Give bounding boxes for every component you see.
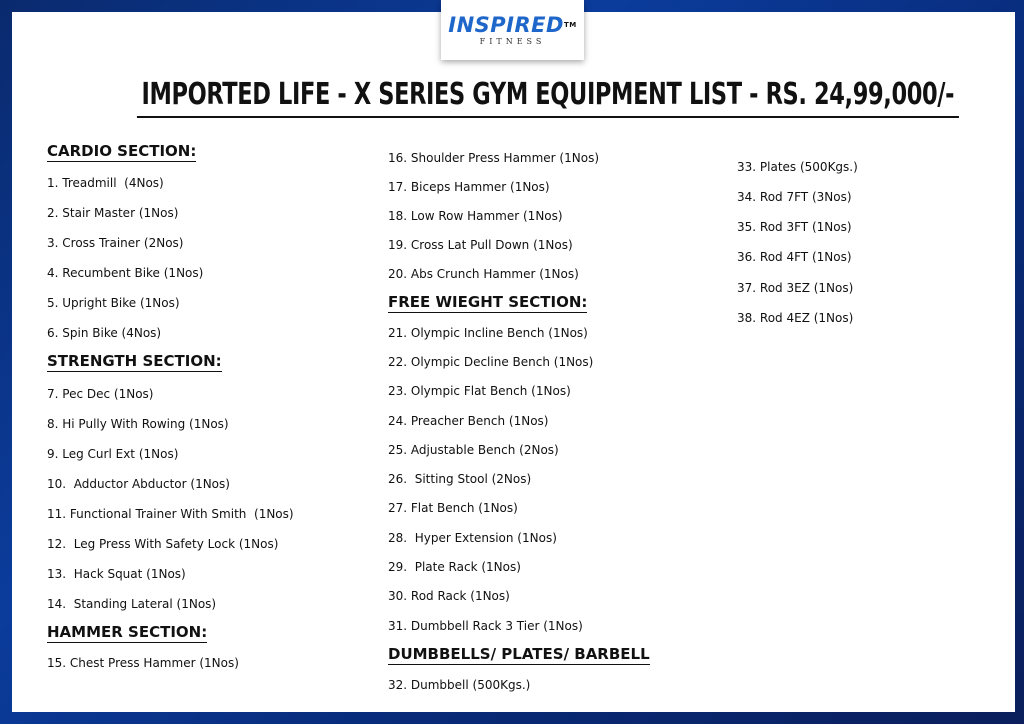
list-item: 22. Olympic Decline Bench (1Nos) xyxy=(388,355,594,369)
list-item: 24. Preacher Bench (1Nos) xyxy=(388,414,549,428)
trademark-mark: TM xyxy=(563,21,577,29)
list-item: 20. Abs Crunch Hammer (1Nos) xyxy=(388,267,579,281)
list-item: 38. Rod 4EZ (1Nos) xyxy=(737,311,854,325)
hammer-section-heading: HAMMER SECTION: xyxy=(47,623,208,641)
list-item: 33. Plates (500Kgs.) xyxy=(737,160,858,174)
strength-section-heading: STRENGTH SECTION: xyxy=(47,352,222,370)
list-item: 17. Biceps Hammer (1Nos) xyxy=(388,180,550,194)
list-item: 21. Olympic Incline Bench (1Nos) xyxy=(388,326,588,340)
list-item: 16. Shoulder Press Hammer (1Nos) xyxy=(388,151,600,165)
brand-name: INSPIRED xyxy=(448,13,564,37)
cardio-section-heading: CARDIO SECTION: xyxy=(47,142,197,160)
list-item: 11. Functional Trainer With Smith (1Nos) xyxy=(47,507,294,521)
list-item: 31. Dumbbell Rack 3 Tier (1Nos) xyxy=(388,619,583,633)
list-item: 37. Rod 3EZ (1Nos) xyxy=(737,281,854,295)
list-item: 13. Hack Squat (1Nos) xyxy=(47,567,186,581)
brand-tagline: FITNESS xyxy=(479,37,546,46)
list-item: 14. Standing Lateral (1Nos) xyxy=(47,597,217,611)
list-item: 6. Spin Bike (4Nos) xyxy=(47,326,162,340)
list-item: 35. Rod 3FT (1Nos) xyxy=(737,220,852,234)
list-item: 5. Upright Bike (1Nos) xyxy=(47,296,180,310)
list-item: 26. Sitting Stool (2Nos) xyxy=(388,472,532,486)
list-item: 28. Hyper Extension (1Nos) xyxy=(388,531,557,545)
list-item: 2. Stair Master (1Nos) xyxy=(47,206,179,220)
list-item: 18. Low Row Hammer (1Nos) xyxy=(388,209,563,223)
brand-logo xyxy=(441,0,584,60)
dumbbells-section-heading: DUMBBELLS/ PLATES/ BARBELL xyxy=(388,645,650,663)
page-title: IMPORTED LIFE - X SERIES GYM EQUIPMENT LIST - RS. 24,99,000/- xyxy=(137,77,959,118)
list-item: 7. Pec Dec (1Nos) xyxy=(47,387,154,401)
list-item: 29. Plate Rack (1Nos) xyxy=(388,560,521,574)
list-item: 15. Chest Press Hammer (1Nos) xyxy=(47,656,239,670)
page-title-wrapper xyxy=(0,74,1024,118)
list-item: 34. Rod 7FT (3Nos) xyxy=(737,190,852,204)
list-item: 19. Cross Lat Pull Down (1Nos) xyxy=(388,238,573,252)
free-weight-section-heading: FREE WIEGHT SECTION: xyxy=(388,293,588,311)
list-item: 1. Treadmill (4Nos) xyxy=(47,176,164,190)
list-item: 25. Adjustable Bench (2Nos) xyxy=(388,443,559,457)
list-item: 8. Hi Pully With Rowing (1Nos) xyxy=(47,417,229,431)
list-item: 3. Cross Trainer (2Nos) xyxy=(47,236,184,250)
list-item: 9. Leg Curl Ext (1Nos) xyxy=(47,447,179,461)
list-item: 4. Recumbent Bike (1Nos) xyxy=(47,266,204,280)
list-item: 10. Adductor Abductor (1Nos) xyxy=(47,477,230,491)
list-item: 32. Dumbbell (500Kgs.) xyxy=(388,678,531,692)
list-item: 36. Rod 4FT (1Nos) xyxy=(737,250,852,264)
list-item: 30. Rod Rack (1Nos) xyxy=(388,589,510,603)
list-item: 27. Flat Bench (1Nos) xyxy=(388,501,518,515)
list-item: 23. Olympic Flat Bench (1Nos) xyxy=(388,384,571,398)
list-item: 12. Leg Press With Safety Lock (1Nos) xyxy=(47,537,279,551)
